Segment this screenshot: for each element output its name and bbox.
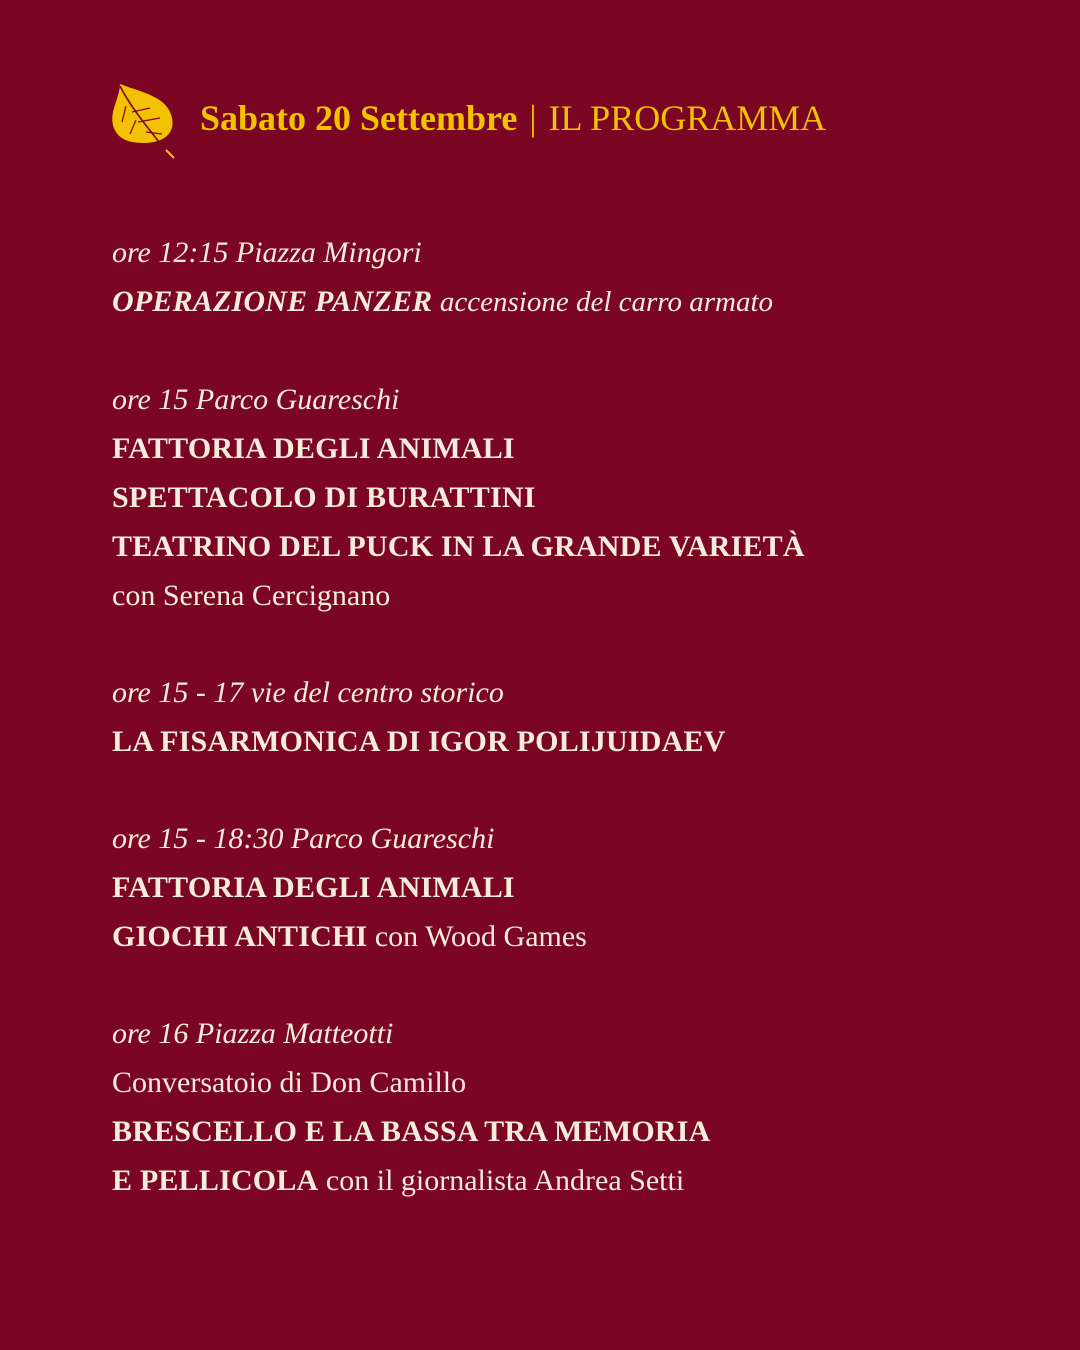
program-list [112, 228, 1012, 1205]
event-time-place: ore 15 Parco Guareschi [112, 383, 400, 416]
header [110, 82, 826, 160]
event-title-note: con Wood Games [374, 920, 587, 953]
event-title: SPETTACOLO DI BURATTINI [112, 481, 536, 514]
header-separator: | [529, 98, 537, 138]
header-date: Sabato 20 Settembre [200, 98, 518, 138]
event-2 [112, 375, 1012, 620]
event-title: GIOCHI ANTICHI [112, 920, 368, 953]
event-title: FATTORIA DEGLI ANIMALI [112, 871, 515, 904]
leaf-icon [110, 82, 176, 160]
event-time-place: ore 15 - 17 vie del centro storico [112, 676, 504, 709]
event-title: TEATRINO DEL PUCK IN LA GRANDE VARIETÀ [112, 530, 805, 563]
event-title-line [112, 1156, 1012, 1205]
event-title-note: con il giornalista Andrea Setti [325, 1164, 685, 1197]
event-title: BRESCELLO E LA BASSA TRA MEMORIA [112, 1115, 711, 1148]
event-1 [112, 228, 1012, 327]
event-intro: Conversatoio di Don Camillo [112, 1066, 467, 1099]
event-title-note: accensione del carro armato [439, 286, 774, 318]
event-title: E PELLICOLA [112, 1164, 319, 1197]
event-time-place: ore 16 Piazza Matteotti [112, 1017, 394, 1050]
event-title-line [112, 912, 1012, 961]
event-title: FATTORIA DEGLI ANIMALI [112, 432, 515, 465]
event-title-line [112, 277, 1012, 327]
event-note: con Serena Cercignano [112, 579, 391, 612]
event-title: LA FISARMONICA DI IGOR POLIJUIDAEV [112, 725, 726, 758]
header-title: IL PROGRAMMA [548, 98, 827, 138]
event-time-place: ore 12:15 Piazza Mingori [112, 236, 422, 269]
event-3 [112, 668, 1012, 766]
header-title-line [200, 100, 826, 136]
event-5 [112, 1009, 1012, 1205]
event-title: OPERAZIONE PANZER [112, 285, 433, 318]
event-4 [112, 814, 1012, 961]
event-time-place: ore 15 - 18:30 Parco Guareschi [112, 822, 495, 855]
